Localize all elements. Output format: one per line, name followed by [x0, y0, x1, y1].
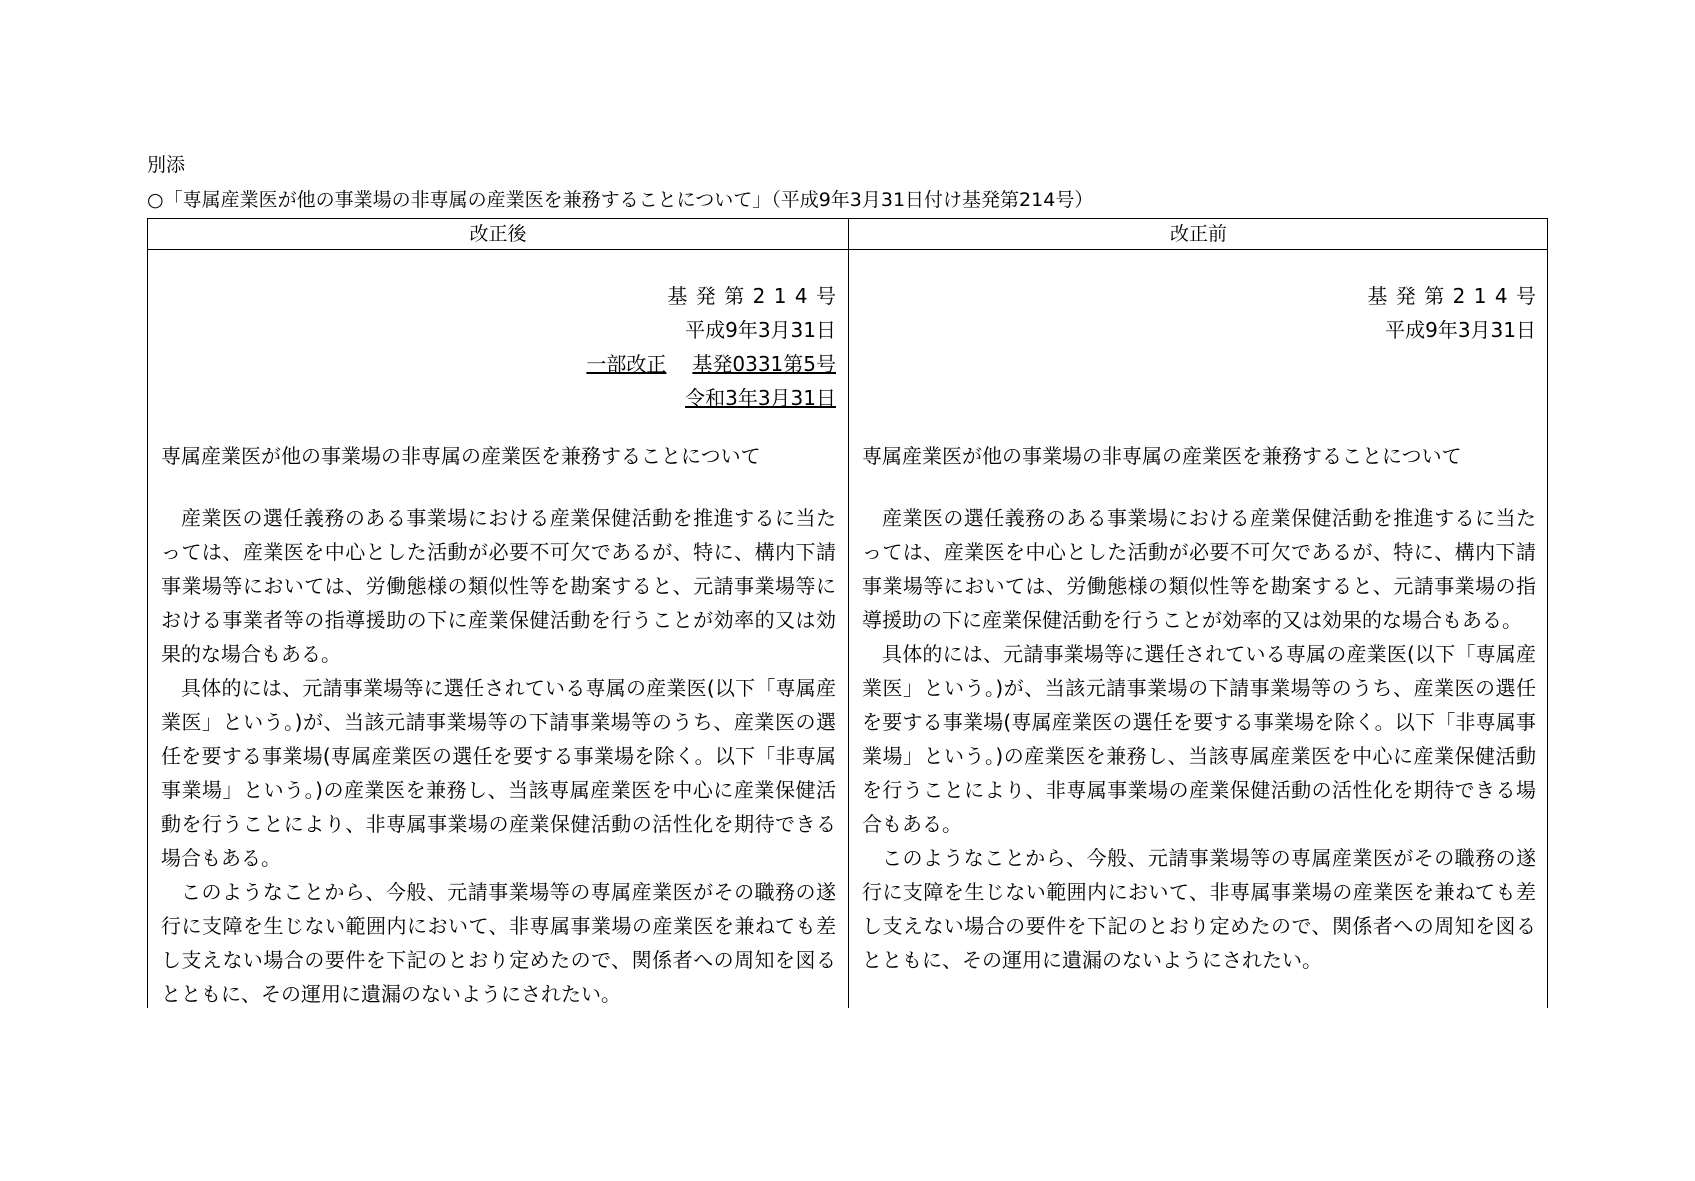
amendment-label: 一部改正 — [586, 352, 667, 376]
notice-body-after — [161, 501, 836, 1011]
header-after-revision: 改正後 — [469, 223, 527, 245]
notice-date: 平成9年3月31日 — [1385, 318, 1536, 342]
notice-date: 平成9年3月31日 — [685, 318, 836, 342]
paragraph-1: 産業医の選任義務のある事業場における産業保健活動を推進するに当たっては、産業医を中心とした活動が必要不可欠であるが、特に、構内下請事業場等においては、労働態様の類似性等を勘案すると、元請事業場の指導援助の下に産業保健活動を行うことが効率的又は効果的な場合もある。 — [862, 506, 1536, 632]
notice-subject: 専属産業医が他の事業場の非専属の産業医を兼務することについて — [862, 444, 1462, 468]
notice-meta-after — [586, 279, 845, 415]
paragraph-3: このようなことから、今般、元請事業場等の専属産業医がその職務の遂行に支障を生じない範囲内において、非専属事業場の産業医を兼ねても差し支えない場合の要件を下記のとおり定めたので、関係者への周知を図るとともに、その運用に遺漏のないようにされたい。 — [161, 880, 836, 1006]
notice-subject: 専属産業医が他の事業場の非専属の産業医を兼務することについて — [161, 444, 761, 468]
paragraph-3: このようなことから、今般、元請事業場等の専属産業医がその職務の遂行に支障を生じない範囲内において、非専属事業場の産業医を兼ねても差し支えない場合の要件を下記のとおり定めたので、関係者への周知を図るとともに、その運用に遺漏のないようにされたい。 — [862, 846, 1536, 972]
paragraph-2: 具体的には、元請事業場等に選任されている専属の産業医(以下「専属産業医」という。)が、当該元請事業場の下請事業場等のうち、産業医の選任を要する事業場(専属産業医の選任を要する事業場を除く。以下「非専属事業場」という。)の産業医を兼務し、当該専属産業医を中心に産業保健活動を行うことにより、非専属事業場の産業保健活動の活性化を期待できる場合もある。 — [862, 642, 1536, 836]
attachment-label: 別添 — [147, 154, 186, 176]
amendment-number: 基発0331第5号 — [692, 352, 836, 376]
column-after-revision — [148, 249, 848, 1008]
document-heading: ○「専属産業医が他の事業場の非専属の産業医を兼務することについて」（平成9年3月31日付け基発第214号） — [147, 189, 1094, 211]
amendment-date: 令和3年3月31日 — [685, 386, 836, 410]
notice-meta-before — [1367, 279, 1545, 347]
paragraph-1: 産業医の選任義務のある事業場における産業保健活動を推進するに当たっては、産業医を中心とした活動が必要不可欠であるが、特に、構内下請事業場等においては、労働態様の類似性等を勘案すると、元請事業場等における事業者等の指導援助の下に産業保健活動を行うことが効率的又は効果的な場合もある。 — [161, 506, 836, 666]
comparison-table — [147, 218, 1548, 1008]
header-before-revision: 改正前 — [1169, 223, 1227, 245]
paragraph-2: 具体的には、元請事業場等に選任されている専属の産業医(以下「専属産業医」という。)が、当該元請事業場等の下請事業場等のうち、産業医の選任を要する事業場(専属産業医の選任を要する事業場を除く。以下「非専属事業場」という。)の産業医を兼務し、当該専属産業医を中心に産業保健活動を行うことにより、非専属事業場の産業保健活動の活性化を期待できる場合もある。 — [161, 676, 836, 870]
column-before-revision — [849, 249, 1548, 1008]
notice-number: 基発第214号 — [1367, 284, 1545, 308]
notice-body-before — [862, 501, 1536, 977]
notice-number: 基発第214号 — [667, 284, 845, 308]
